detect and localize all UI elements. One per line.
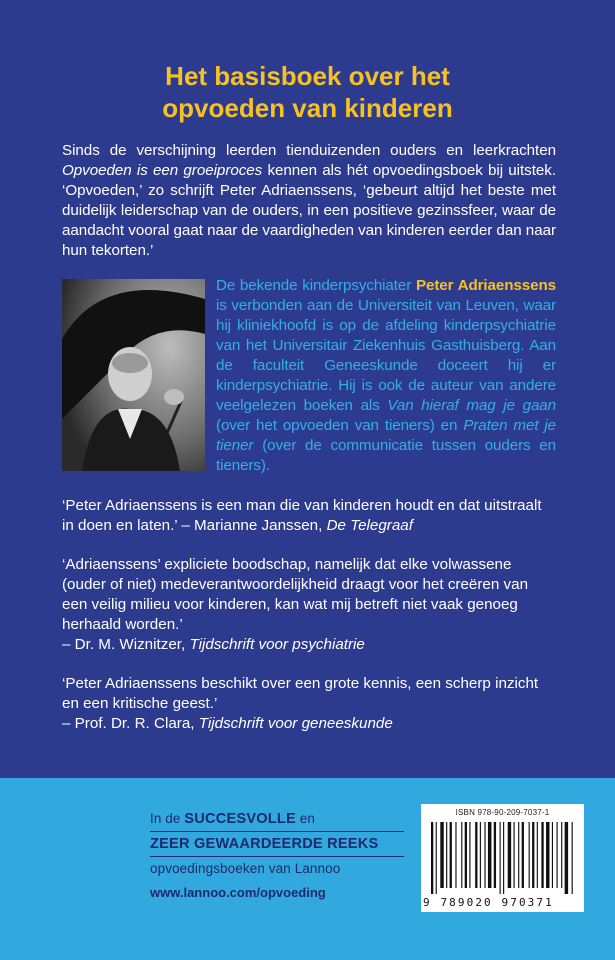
barcode-bar — [475, 822, 477, 888]
quote-3-text: ‘Peter Adriaenssens beschikt over een grote kennis, een scherp inzicht en een kritische geest.’ — [62, 675, 539, 712]
quote-2-attribution — [62, 635, 556, 655]
author-photo-illustration — [62, 279, 205, 471]
barcode-bar — [480, 822, 481, 888]
bio-text-4: (over de communicatie tussen ouders en tieners). — [216, 437, 557, 474]
quote-2-source: Tijdschrift voor psychiatrie — [189, 636, 365, 653]
bio-text-1: De bekende kinderpsychiater — [216, 277, 412, 294]
barcode-bar — [446, 822, 447, 888]
quote-2 — [62, 555, 556, 655]
barcode-bar — [455, 822, 456, 888]
barcode-bar — [514, 822, 515, 888]
isbn-label: ISBN 978-90-209-7037-1 — [455, 808, 550, 817]
series-line-3: opvoedingsboeken van Lannoo — [150, 861, 341, 876]
barcode-bar — [465, 822, 467, 888]
barcode-bar — [561, 822, 562, 888]
barcode-bar — [572, 822, 573, 894]
series-divider-2 — [150, 856, 404, 857]
barcode-bar — [529, 822, 530, 888]
quote-3 — [62, 674, 556, 734]
series-highlight: SUCCESVOLLE — [184, 811, 296, 827]
intro-text-1: Sinds de verschijning leerden tienduizenden ouders en leerkrachten — [62, 142, 556, 159]
barcode-bar — [557, 822, 558, 888]
bio-text-3: (over het opvoeden van tieners) en — [216, 417, 458, 434]
series-prefix: In de — [150, 811, 181, 826]
barcode-bar — [537, 822, 538, 888]
intro-text-2: kennen als hét opvoedingsboek bij uitstek. ‘Opvoeden,’ zo schrijft Peter Adriaenssens, ‘gebeurt altijd het beste met duidelijk leiderschap van de ouders, in een positieve gezinssfeer, waar de aandacht vooral gaat naar de vaardigheden van kinderen eerder dan naar hun tekorten.’ — [62, 162, 556, 259]
barcode-bar — [431, 822, 433, 894]
barcode-bar — [461, 822, 462, 888]
author-name: Peter Adriaenssens — [415, 277, 556, 294]
barcode-bar — [503, 822, 504, 894]
barcode-bar — [436, 822, 437, 894]
website-link[interactable]: www.lannoo.com/opvoeding — [150, 885, 326, 900]
quote-3-source: Tijdschrift voor geneeskunde — [198, 715, 393, 732]
quote-3-author: – Prof. Dr. R. Clara, — [62, 715, 195, 732]
barcode-bar — [500, 822, 501, 894]
series-block — [150, 808, 404, 880]
barcode-bar — [532, 822, 534, 888]
barcode-bars — [429, 822, 576, 894]
series-divider-1 — [150, 831, 404, 832]
quote-1-text: ‘Peter Adriaenssens is een man die van kinderen houdt en dat uitstraalt in doen en laten.’ – Marianne Janssen, — [62, 497, 542, 534]
intro-paragraph — [62, 141, 556, 261]
barcode-bar — [565, 822, 568, 894]
barcode-bar — [552, 822, 553, 888]
headline-line-1: Het basisboek over het — [165, 61, 450, 91]
bio-book-2: Praten met je tiener — [216, 417, 557, 454]
barcode-bar — [484, 822, 485, 888]
bio-text-2: is verbonden aan de Universiteit van Leuven, waar hij kliniekhoofd is op de afdeling kinderpsychiatrie van het Universitair Ziekenhuis Gasthuisberg. Aan de faculteit Geneeskunde doceert hij er kinderpsychiatrie. Hij is ook de auteur van andere veelgelezen boeken als — [216, 297, 556, 414]
author-bio — [216, 276, 556, 476]
bio-book-1: Van hieraf mag je gaan — [387, 397, 556, 414]
barcode-bar — [518, 822, 519, 888]
barcode-bar — [522, 822, 524, 888]
barcode-bar — [469, 822, 470, 888]
series-suffix: en — [299, 811, 315, 826]
barcode — [421, 804, 584, 912]
barcode-bar — [440, 822, 443, 888]
barcode-bar — [494, 822, 496, 888]
quote-1-source: De Telegraaf — [326, 517, 413, 534]
headline-line-2: opvoeden van kinderen — [162, 93, 453, 123]
barcode-bar — [546, 822, 549, 888]
barcode-bar — [541, 822, 543, 888]
quote-2-author: – Dr. M. Wiznitzer, — [62, 636, 186, 653]
series-line-2: ZEER GEWAARDEERDE REEKS — [150, 836, 379, 852]
barcode-bar — [488, 822, 491, 888]
barcode-bar — [450, 822, 452, 888]
author-photo — [62, 279, 205, 471]
intro-book-title: Opvoeden is een groeiproces — [62, 162, 263, 179]
quote-1 — [62, 496, 556, 536]
quote-2-text: ‘Adriaenssens’ expliciete boodschap, namelijk dat elke volwassene (ouder of niet) medeverantwoordelijkheid draagt voor het creëren van een veilig milieu voor kinderen, kan wat mij betreft niet vaak genoeg herhaald worden.’ — [62, 556, 529, 633]
quote-3-attribution — [62, 714, 556, 734]
headline — [0, 60, 615, 124]
barcode-digits: 9 789020 970371 — [423, 896, 554, 909]
barcode-bar — [508, 822, 511, 888]
series-line-1 — [150, 808, 404, 830]
